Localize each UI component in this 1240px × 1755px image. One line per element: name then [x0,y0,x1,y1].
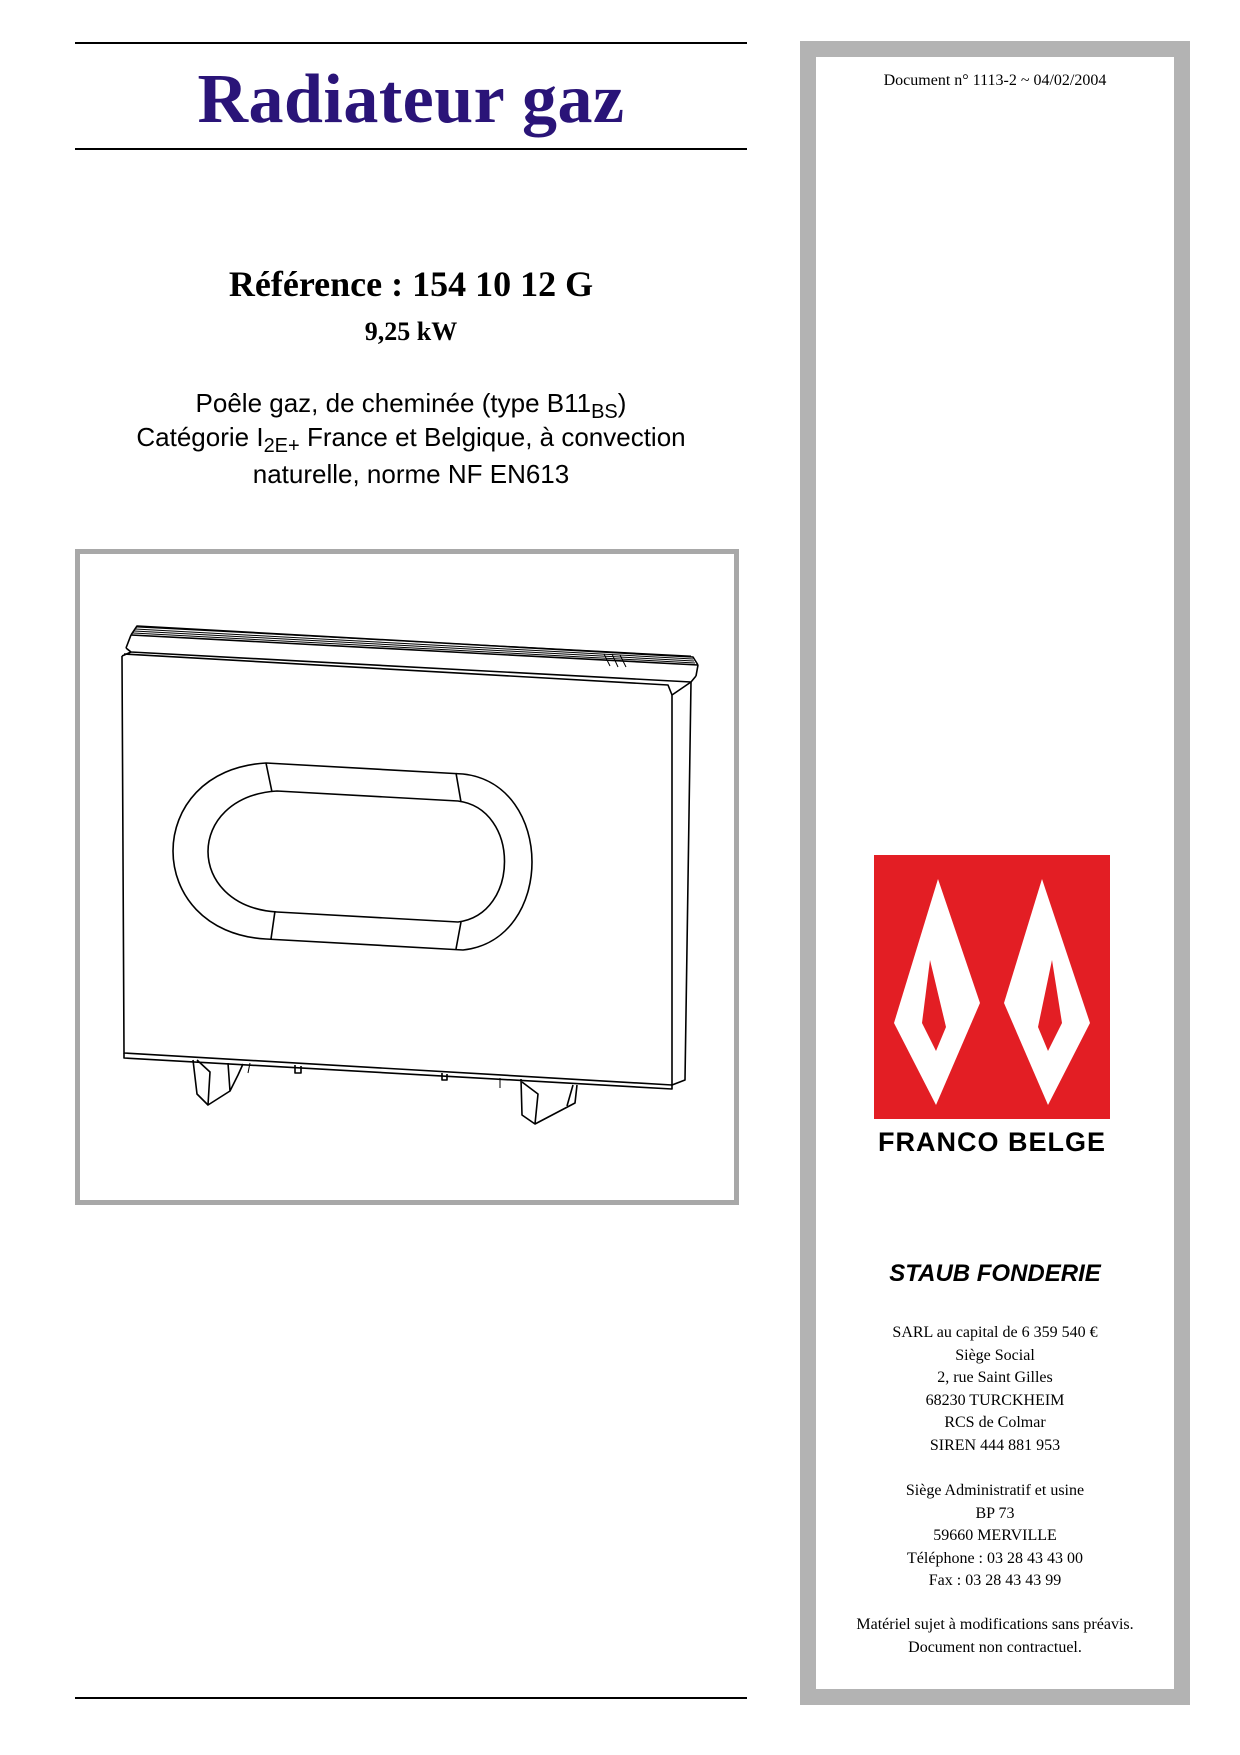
franco-belge-logo [874,855,1110,1119]
disclaimer-line: Document non contractuel. [908,1638,1082,1656]
head-office-line: SARL au capital de 6 359 540 € [892,1324,1098,1341]
document-number: Document n° 1113-2 ~ 04/02/2004 [883,72,1107,89]
head-office-line: RCS de Colmar [944,1414,1046,1431]
admin-office-line: 59660 MERVILLE [933,1527,1057,1544]
disclaimer [818,1614,1172,1659]
brand-name: FRANCO BELGE [878,1127,1106,1157]
top-rule [75,42,747,44]
reference-number: Référence : 154 10 12 G [228,264,594,304]
head-office-line: 2, rue Saint Gilles [937,1369,1053,1386]
desc-line2: Catégorie $I_{2E+}$ France et Belgique, à convection [136,422,686,457]
admin-office-line: Téléphone : 03 28 43 43 00 [907,1549,1083,1567]
head-office-line: SIREN 444 881 953 [929,1436,1061,1454]
admin-office-line: BP 73 [975,1504,1015,1522]
power-rating: 9,25 kW [364,317,458,346]
head-office-line: Siège Social [955,1346,1035,1364]
bottom-rule [75,1697,747,1699]
double-diamond-logo-icon [874,855,1110,1119]
page-title: Radiateur gaz [197,61,625,138]
admin-office-address [818,1480,1172,1593]
product-description [75,386,747,491]
gas-heater-drawing [80,554,734,1200]
admin-office-line: Fax : 03 28 43 43 99 [928,1572,1062,1589]
desc-line1: Poêle gaz, de cheminée (type $B11_{BS}$) [195,388,627,423]
head-office-line: 68230 TURCKHEIM [925,1391,1065,1409]
company-name: STAUB FONDERIE [889,1260,1101,1287]
product-illustration-frame [75,549,739,1205]
admin-office-line: Siège Administratif et usine [905,1482,1085,1499]
desc-line3: naturelle, norme NF EN613 [252,459,570,489]
disclaimer-line: Matériel sujet à modifications sans préavis. [856,1616,1134,1633]
title-rule [75,148,747,150]
head-office-address [818,1322,1172,1457]
